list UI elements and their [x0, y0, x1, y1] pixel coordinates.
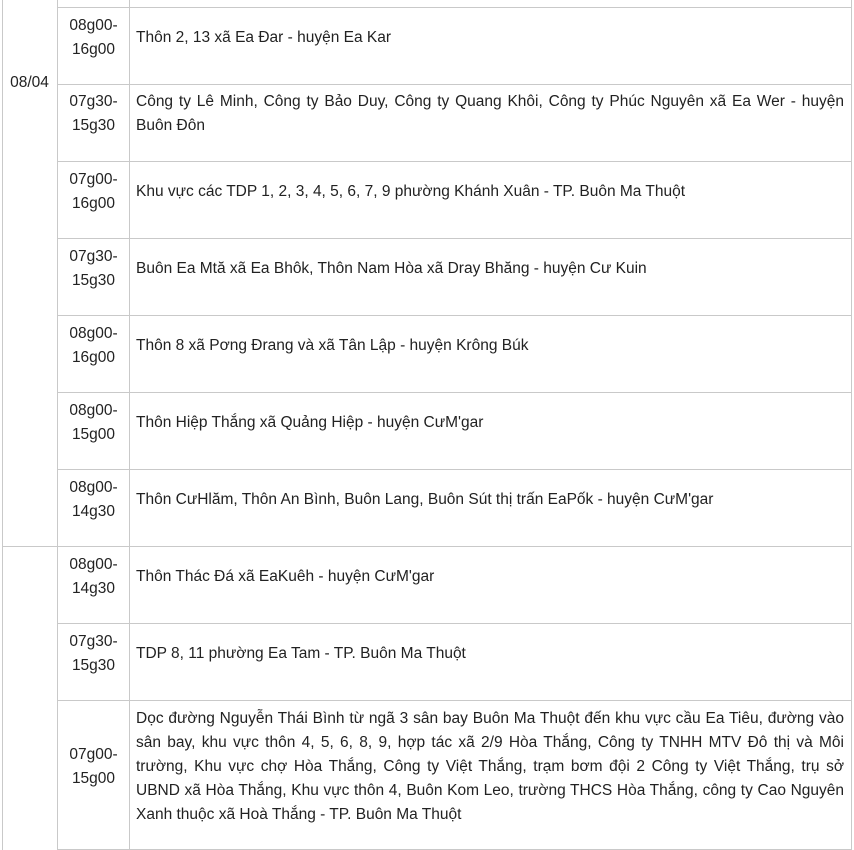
- location-cell: Khu vực các TDP 1, 2, 3, 4, 5, 6, 7, 9 phường Khánh Xuân - TP. Buôn Ma Thuột: [136, 183, 686, 200]
- date-cell: 08/04: [10, 74, 49, 91]
- time-cell: 07g30- 15g30: [69, 248, 118, 289]
- row-divider: [57, 7, 852, 8]
- table-border-right: [851, 0, 852, 850]
- time-cell: 08g00- 15g00: [69, 402, 118, 443]
- location-cell: Công ty Lê Minh, Công ty Bảo Duy, Công ty Quang Khôi, Công ty Phúc Nguyên xã Ea Wer - huyện Buôn Đôn: [136, 93, 844, 134]
- row-divider: [57, 469, 852, 470]
- time-cell: 07g30- 15g30: [69, 93, 118, 134]
- location-cell: Thôn Thác Đá xã EaKuêh - huyện CưM'gar: [136, 568, 435, 585]
- location-cell: Thôn CưHlăm, Thôn An Bình, Buôn Lang, Buôn Sút thị trấn EaPốk - huyện CưM'gar: [136, 491, 714, 508]
- time-cell: 08g00- 14g30: [69, 556, 118, 597]
- time-cell: 07g30- 15g30: [69, 633, 118, 674]
- date-group-divider: [2, 546, 852, 547]
- location-cell: Thôn 2, 13 xã Ea Đar - huyện Ea Kar: [136, 29, 392, 46]
- row-divider: [57, 700, 852, 701]
- row-divider: [57, 315, 852, 316]
- time-cell: 08g00- 16g00: [69, 17, 118, 58]
- location-cell: Buôn Ea Mtă xã Ea Bhôk, Thôn Nam Hòa xã Dray Bhăng - huyện Cư Kuin: [136, 260, 647, 277]
- location-cell: Dọc đường Nguyễn Thái Bình từ ngã 3 sân bay Buôn Ma Thuột đến khu vực cầu Ea Tiêu, đường vào sân bay, khu vực thôn 4, 5, 6, 8, 9, hợp tác xã 2/9 Hòa Thắng, Công ty TNHH MTV Đô thị và Môi trường, Khu vực chợ Hòa Thắng, Công ty Việt Thắng, trạm bơm đội 2 Công ty Việt Thắng, trụ sở UBND xã Hòa Thắng, Khu vực thôn 4, Buôn Kom Leo, trường THCS Hòa Thắng, công ty Cao Nguyên Xanh thuộc xã Hoà Thắng - TP. Buôn Ma Thuột: [136, 710, 844, 823]
- time-cell: 07g00- 16g00: [69, 171, 118, 212]
- time-cell: 07g00- 15g00: [69, 746, 118, 787]
- location-cell: TDP 8, 11 phường Ea Tam - TP. Buôn Ma Thuột: [136, 645, 466, 662]
- row-divider: [57, 84, 852, 85]
- row-divider: [57, 238, 852, 239]
- row-divider: [57, 623, 852, 624]
- time-cell: 08g00- 16g00: [69, 325, 118, 366]
- time-cell: 08g00- 14g30: [69, 479, 118, 520]
- row-divider: [57, 161, 852, 162]
- location-cell: Thôn 8 xã Pơng Đrang và xã Tân Lập - huyện Krông Búk: [136, 337, 529, 354]
- row-divider: [57, 392, 852, 393]
- location-cell: Thôn Hiệp Thắng xã Quảng Hiệp - huyện CưM'gar: [136, 414, 484, 431]
- time-column-divider: [129, 0, 130, 850]
- table-border-left: [2, 0, 3, 850]
